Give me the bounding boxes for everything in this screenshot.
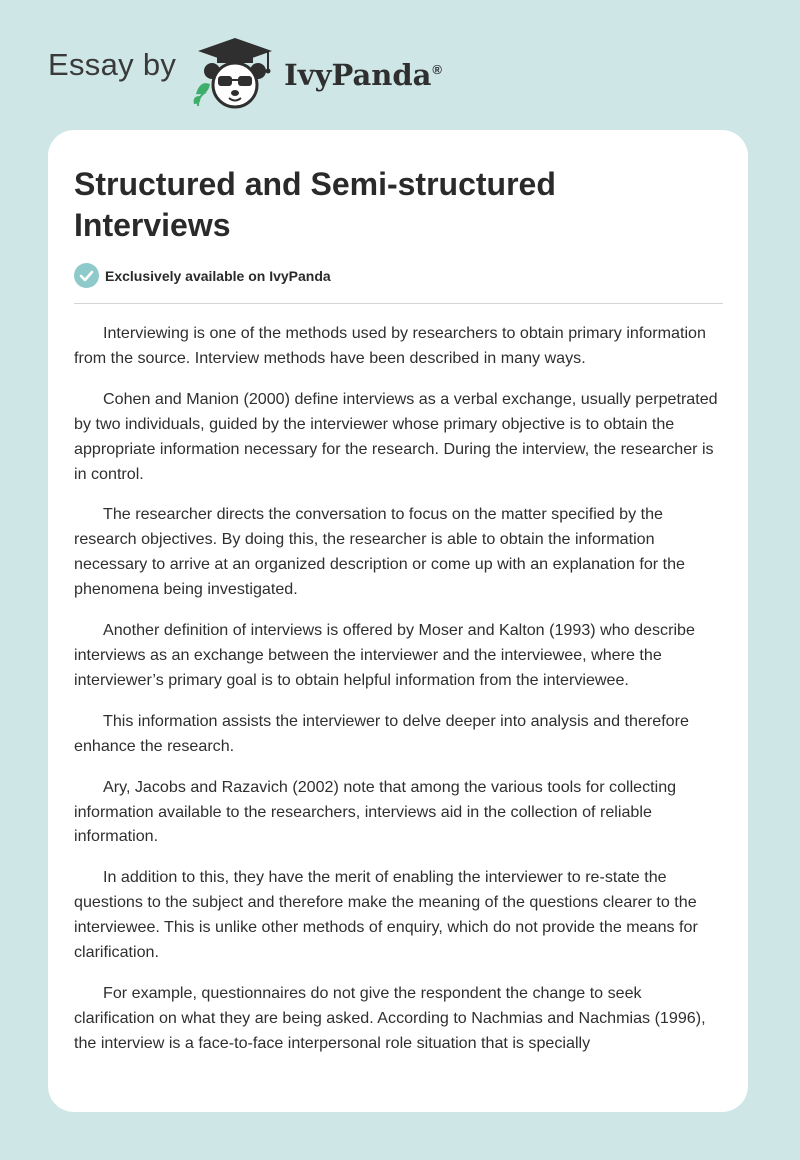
paragraph: Ary, Jacobs and Razavich (2002) note that among the various tools for collecting information available to the researchers, interviews aid in the collection of reliable information. [74,777,677,846]
registered-mark: ® [432,62,443,78]
essay-card [48,130,748,1112]
paragraph: Cohen and Manion (2000) define interviews as a verbal exchange, usually perpetrated by two individuals, guided by the interviewer whose primary objective is to obtain the appropriate information necessary for the research. During the interview, the researcher is in control. [74,389,718,483]
paragraph: Interviewing is one of the methods used by researchers to obtain primary information from the source. Interview methods have been described in many ways. [74,324,706,367]
site-header [48,34,442,112]
check-circle-icon [74,263,99,288]
brand-name[interactable] [284,58,442,92]
page-title: Structured and Semi-structured Interviews [74,166,556,243]
paragraph: The researcher directs the conversation to focus on the matter specified by the research objectives. By doing this, the researcher is able to obtain the information necessary to arrive at an organized description or come up with an explanation for the phenomena being investigated. [74,505,686,599]
paragraph: Another definition of interviews is offered by Moser and Kalton (1993) who describe interviews as an exchange between the interviewer and the interviewee, where the interviewer’s primary goal is to obtain helpful information from the interviewee. [74,621,695,689]
title-divider [74,303,723,304]
essay-body [74,321,726,1072]
panda-graduate-icon[interactable] [190,34,280,112]
exclusive-badge-text: Exclusively available on IvyPanda [105,267,331,284]
brand-name-text: IvyPanda [284,58,432,92]
paragraph: This information assists the interviewer to delve deeper into analysis and therefore enhance the research. [74,711,689,755]
paragraph: For example, questionnaires do not give the respondent the change to seek clarification on what they are being asked. According to Nachmias and Nachmias (1996), the interview is a face-to-face interpersonal role situation that is specially [74,983,706,1052]
brand-prefix: Essay by [48,47,177,82]
exclusive-badge [74,263,331,288]
paragraph: In addition to this, they have the merit of enabling the interviewer to re-state the questions to the subject and therefore make the meaning of the questions clearer to the interviewee. This is unlike other methods of enquiry, which do not provide the means for clarification. [74,868,698,962]
